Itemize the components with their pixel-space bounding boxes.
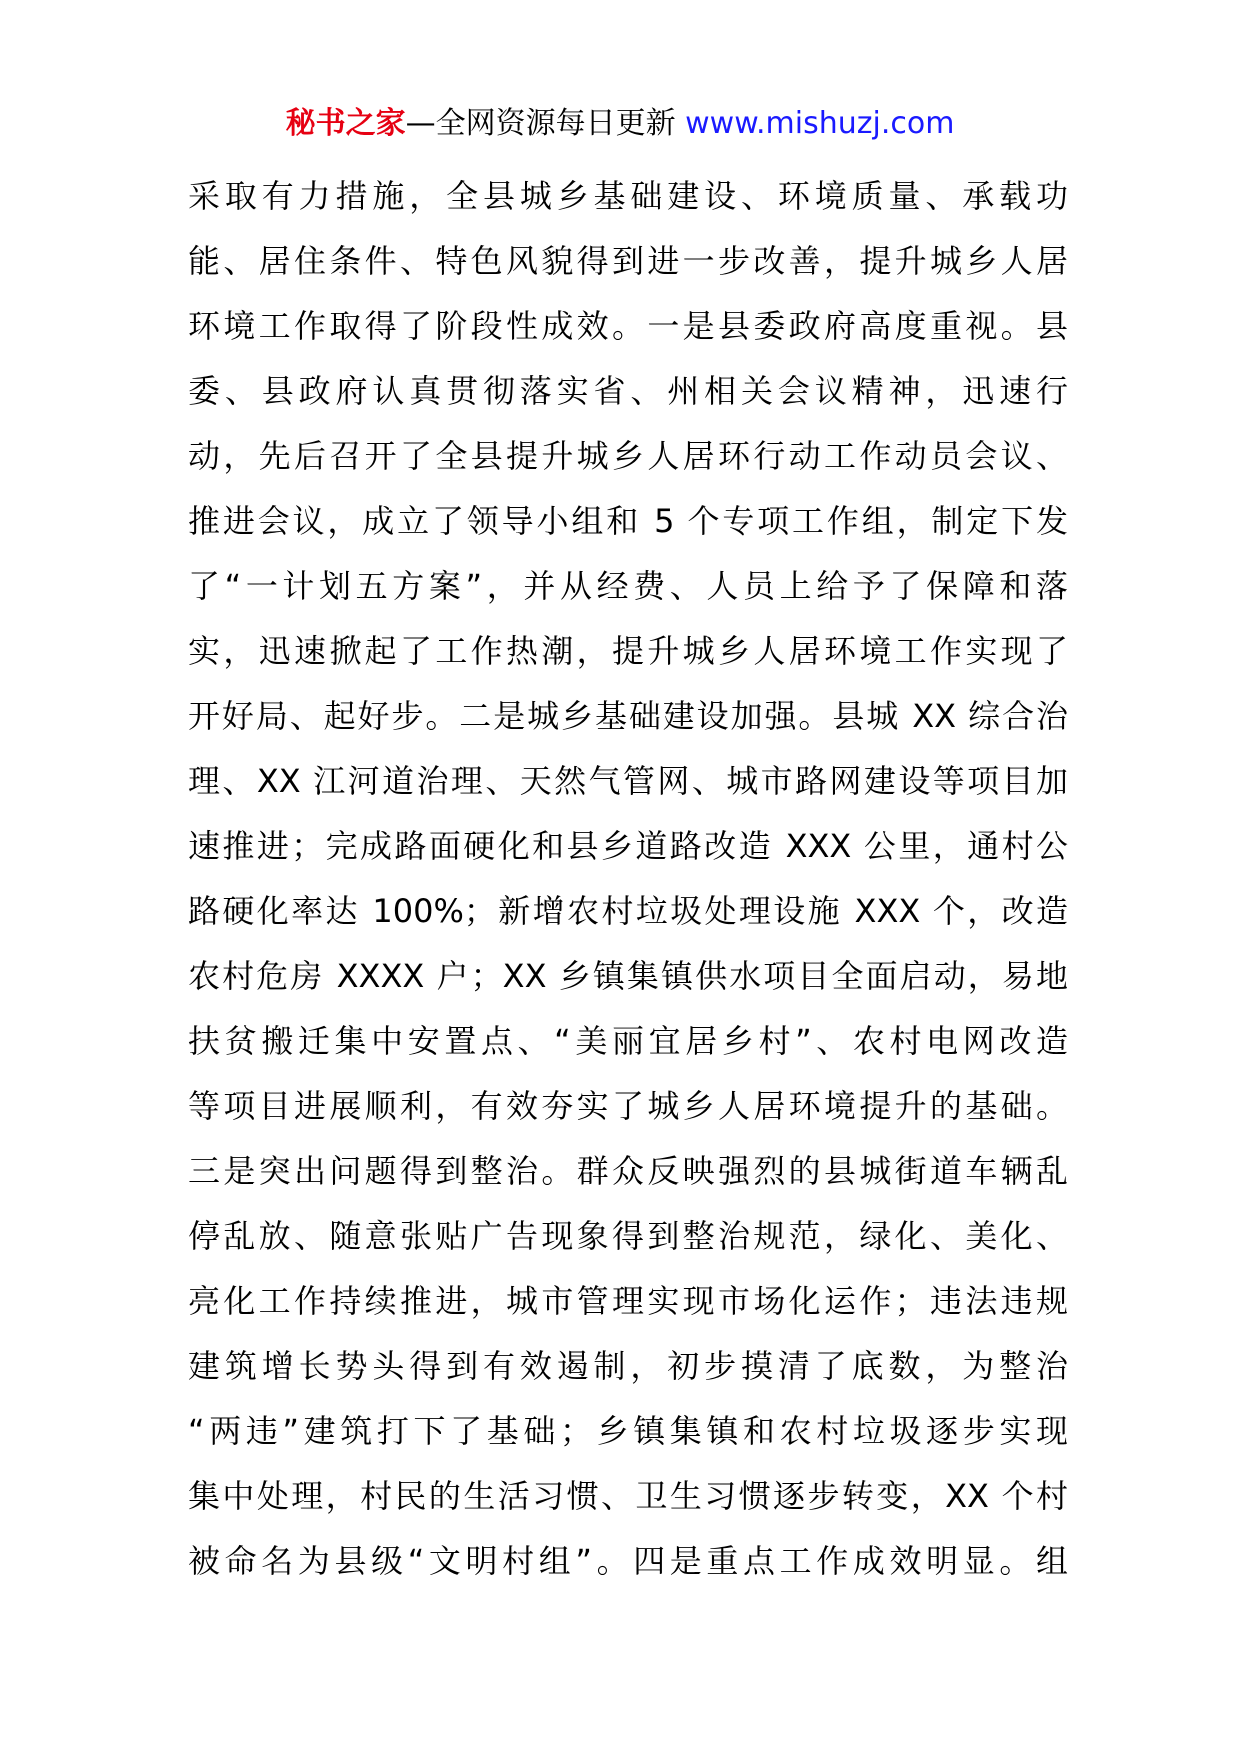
site-header: [0, 104, 1240, 144]
body-line: 三是突出问题得到整治。群众反映强烈的县城街道车辆乱: [188, 1152, 1068, 1190]
body-line: 集中处理，村民的生活习惯、卫生习惯逐步转变，XX 个村: [188, 1477, 1068, 1515]
body-line: 农村危房 XXXX 户；XX 乡镇集镇供水项目全面启动，易地: [188, 957, 1068, 995]
body-line: “两违”建筑打下了基础；乡镇集镇和农村垃圾逐步实现: [188, 1412, 1068, 1450]
brand-name: 秘书之家: [285, 106, 406, 141]
body-line: 委、县政府认真贯彻落实省、州相关会议精神，迅速行: [188, 372, 1068, 410]
body-line: 亮化工作持续推进，城市管理实现市场化运作；违法违规: [188, 1282, 1068, 1320]
site-url-link[interactable]: www.mishuzj.com: [685, 106, 955, 141]
body-line: 开好局、起好步。二是城乡基础建设加强。县城 XX 综合治: [188, 697, 1068, 735]
body-line: 推进会议，成立了领导小组和 5 个专项工作组，制定下发: [188, 502, 1068, 540]
body-line: 扶贫搬迁集中安置点、“美丽宜居乡村”、农村电网改造: [188, 1022, 1068, 1060]
document-body: [188, 164, 1068, 1594]
body-line: 能、居住条件、特色风貌得到进一步改善，提升城乡人居: [188, 242, 1068, 280]
body-line: 采取有力措施，全县城乡基础建设、环境质量、承载功: [188, 177, 1068, 215]
body-line: 理、XX 江河道治理、天然气管网、城市路网建设等项目加: [188, 762, 1068, 800]
body-line: 动，先后召开了全县提升城乡人居环行动工作动员会议、: [188, 437, 1068, 475]
body-line: 实，迅速掀起了工作热潮，提升城乡人居环境工作实现了: [188, 632, 1068, 670]
body-line: 停乱放、随意张贴广告现象得到整治规范，绿化、美化、: [188, 1217, 1068, 1255]
body-line: 被命名为县级“文明村组”。四是重点工作成效明显。组: [188, 1542, 1068, 1580]
body-line: 了“一计划五方案”，并从经费、人员上给予了保障和落: [188, 567, 1068, 605]
body-line: 路硬化率达 100%；新增农村垃圾处理设施 XXX 个，改造: [188, 892, 1068, 930]
body-line: 建筑增长势头得到有效遏制，初步摸清了底数，为整治: [188, 1347, 1068, 1385]
body-line: 等项目进展顺利，有效夯实了城乡人居环境提升的基础。: [188, 1087, 1068, 1125]
body-line: 环境工作取得了阶段性成效。一是县委政府高度重视。县: [188, 307, 1068, 345]
body-line: 速推进；完成路面硬化和县乡道路改造 XXX 公里，通村公: [188, 827, 1068, 865]
header-tagline: —全网资源每日更新: [405, 106, 686, 141]
